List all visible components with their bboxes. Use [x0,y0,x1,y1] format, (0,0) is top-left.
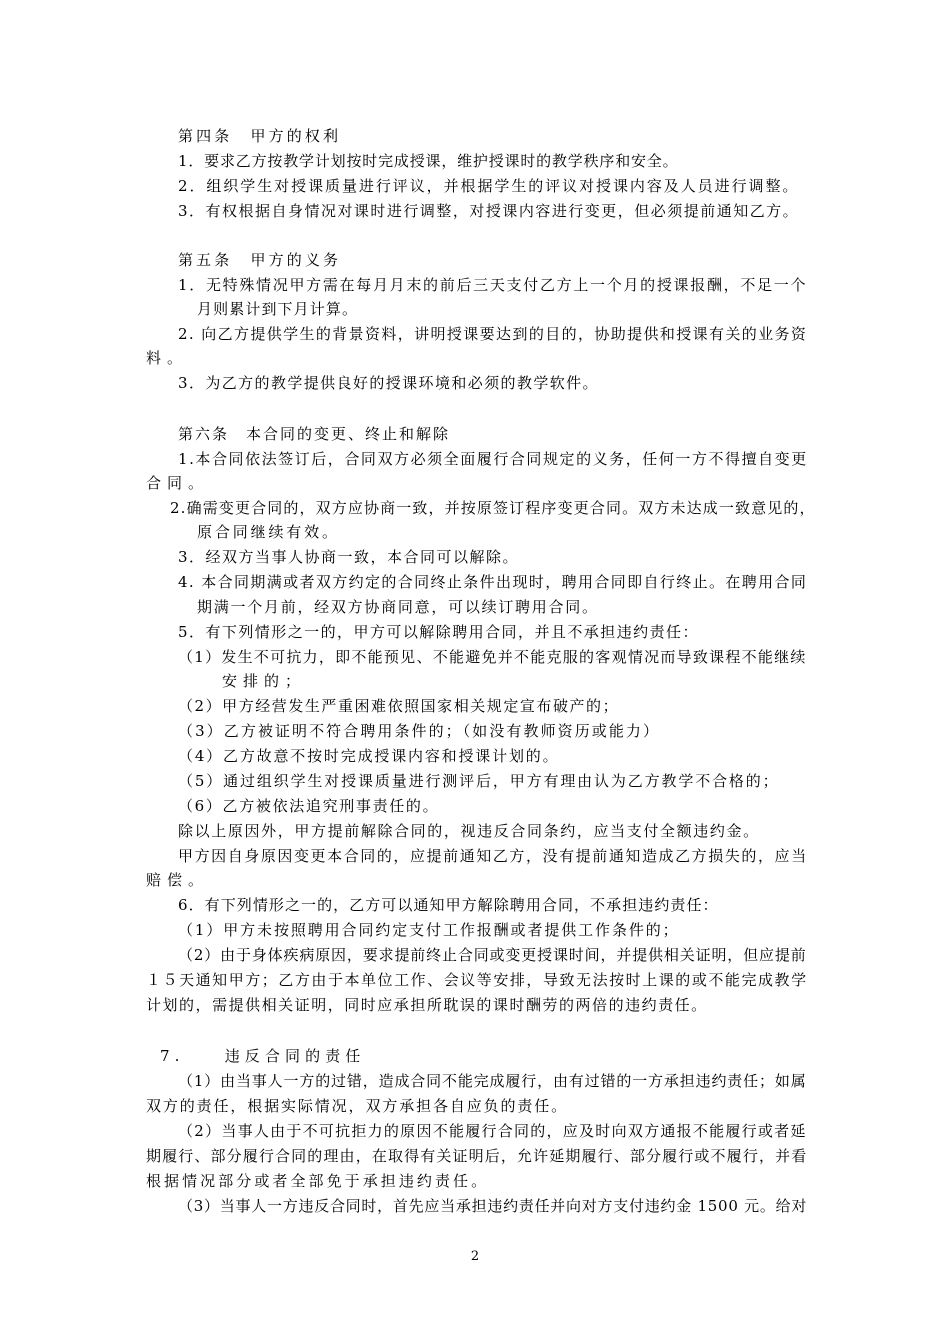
article-5-heading: 第五条 甲方的义务 [178,251,342,269]
article-6-note-2-cont: 赔偿。 [146,871,210,889]
article-6-item-2: 2.确需变更合同的，双方应协商一致，并按原签订程序变更合同。双方未达成一致意见的， [170,499,816,517]
article-7-heading: 7. 违反合同的责任 [160,1047,366,1065]
article-6-item-6-sub-2: （2）由于身体疾病原因，要求提前终止合同或变更授课时间，并提供相关证明，但应提前 [178,946,807,964]
article-6-item-1: 1.本合同依法签订后，合同双方必须全面履行合同规定的义务，任何一方不得擅自变更 [178,450,808,468]
article-5-item-2: 2. 向乙方提供学生的背景资料，讲明授课要达到的目的，协助提供和授课有关的业务资 [178,325,808,343]
article-5-item-3: 3．为乙方的教学提供良好的授课环境和必须的教学软件。 [178,374,599,392]
article-6-item-1-cont: 合同。 [146,474,210,492]
article-7-item-2-cont-1: 期履行、部分履行合同的理由，在取得有关证明后，允许延期履行、部分履行或不履行，并看 [146,1147,808,1165]
article-6-item-5-sub-4: （4）乙方故意不按时完成授课内容和授课计划的。 [178,747,560,765]
article-6-item-5-sub-6: （6）乙方被依法追究刑事责任的。 [178,797,440,815]
article-6-item-5-sub-1: （1）发生不可抗力，即不能预见、不能避免并不能克服的客观情况而导致课程不能继续 [178,648,807,666]
article-6-item-6-sub-1: （1）甲方未按照聘用合同约定支付工作报酬或者提供工作条件的； [178,921,680,939]
page-number: 2 [470,1249,480,1264]
article-5-item-2-cont: 料。 [146,349,189,367]
article-7-item-1: （1）由当事人一方的过错，造成合同不能完成履行，由有过错的一方承担违约责任；如属 [178,1072,807,1090]
article-7-item-2-cont-2: 根据情况部分或者全部免于承担违约责任。 [146,1172,490,1190]
article-6-item-3: 3．经双方当事人协商一致，本合同可以解除。 [178,548,520,566]
article-5-item-1: 1．无特殊情况甲方需在每月月末的前后三天支付乙方上一个月的授课报酬，不足一个 [178,276,808,294]
article-7-item-2: （2）当事人由于不可抗拒力的原因不能履行合同的，应及时向双方通报不能履行或者延 [178,1122,807,1140]
article-7-item-3: （3）当事人一方违反合同时，首先应当承担违约责任并向对方支付违约金 1500 元。给对 [178,1197,808,1215]
article-6-item-5-sub-1-cont: 安排的； [222,672,307,690]
article-6-item-6: 6．有下列情形之一的，乙方可以通知甲方解除聘用合同，不承担违约责任： [178,896,719,914]
article-6-item-2-cont: 原合同继续有效。 [197,523,340,541]
article-6-item-5-sub-3: （3）乙方被证明不符合聘用条件的；（如没有教师资历或能力） [178,722,661,740]
article-6-item-4: 4. 本合同期满或者双方约定的合同终止条件出现时，聘用合同即自行终止。在聘用合同 [178,573,808,591]
article-6-note-1: 除以上原因外，甲方提前解除合同的，视违反合同条约，应当支付全额违约金。 [178,822,760,840]
article-6-item-5-sub-2: （2）甲方经营发生严重困难依照国家相关规定宣布破产的； [178,697,620,715]
article-4-heading: 第四条 甲方的权利 [178,127,342,145]
article-5-item-1-cont: 月则累计到下月计算。 [197,300,359,318]
article-4-item-2: 2．组织学生对授课质量进行评议，并根据学生的评议对授课内容及人员进行调整。 [178,177,800,195]
article-4-item-1: 1．要求乙方按教学计划按时完成授课，维护授课时的教学秩序和安全。 [178,152,679,170]
article-6-item-6-sub-2-cont-2: 计划的，需提供相关证明，同时应承担所耽误的课时酬劳的两倍的违约责任。 [146,996,708,1014]
article-6-item-6-sub-2-cont-1: １５天通知甲方；乙方由于本单位工作、会议等安排，导致无法按时上课的或不能完成教学 [146,971,808,989]
article-6-item-5: 5．有下列情形之一的，甲方可以解除聘用合同，并且不承担违约责任： [178,623,699,641]
article-6-item-5-sub-5: （5）通过组织学生对授课质量进行测评后，甲方有理由认为乙方教学不合格的； [178,772,780,790]
article-7-item-1-cont: 双方的责任，根据实际情况，双方承担各自应负的责任。 [146,1097,569,1115]
article-6-heading: 第六条 本合同的变更、终止和解除 [178,425,451,443]
article-6-item-4-cont: 期满一个月前，经双方协商同意，可以续订聘用合同。 [197,598,599,616]
article-6-note-2: 甲方因自身原因变更本合同的，应提前通知乙方，没有提前通知造成乙方损失的，应当 [178,847,808,865]
article-4-item-3: 3．有权根据自身情况对课时进行调整，对授课内容进行变更，但必须提前通知乙方。 [178,202,800,220]
